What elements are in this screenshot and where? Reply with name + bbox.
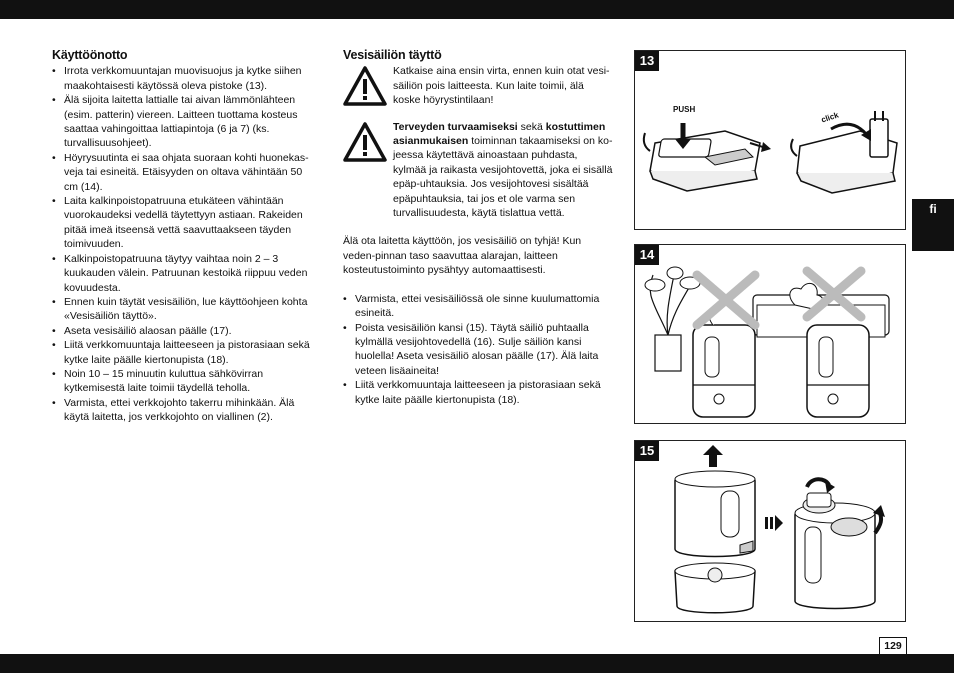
empty-tank-paragraph: Älä ota laitetta käyttöön, jos vesisäiliö on tyhjä! Kun veden-pinnan taso saavuttaa alarajan, laitteen kosteutustoiminto pysähtyy automaattisesti.	[343, 235, 582, 277]
warning-2-bold-1: Terveyden turvaamiseksi	[393, 120, 518, 133]
heading-kayttoonotto: Käyttöönotto	[52, 48, 128, 62]
warning-icon	[343, 122, 387, 162]
list-item: • Irrota verkkomuuntajan muovisuojus ja kytke siihen maakohtaisesti käytössä oleva pistoke (13).	[52, 64, 317, 93]
warning-1	[343, 64, 613, 107]
list-item: • Aseta vesisäiliö alaosan päälle (17).	[52, 324, 317, 338]
middle-column	[343, 48, 613, 407]
list-item: • Höyrysuutinta ei saa ohjata suoraan kohti huonekas-veja tai esineitä. Etäisyyden on oltava vähintään 50 cm (14).	[52, 151, 317, 194]
list-item: • Laita kalkinpoistopatruuna etukäteen vähintään vuorokaudeksi vedellä täytettyyn astiaan. Rakeiden pitää imeä itseensä vettä saavuttaakseen täyden toimivuuden.	[52, 194, 317, 252]
filling-list	[343, 292, 613, 407]
list-item: • Liitä verkkomuuntaja laitteeseen ja pistorasiaan sekä kytke laite päälle kiertonupista (18).	[52, 338, 317, 367]
list-item: • Kalkinpoistopatruuna täytyy vaihtaa noin 2 – 3 kuukauden välein. Patruunan kestoikä riippuu veden kovuudesta.	[52, 252, 317, 295]
warning-2-rest: toiminnan takaamiseksi on ko-jeessa käytettävä ainoastaan puhdasta, kylmää ja raikasta vesijohtovettä, joka ei sisällä epäp-uhtauksia. Jos vesijohtovesi sisältää epäpuhtauksia, tai jos et ole varma sen turvallisuudesta, käytä tislattua vettä.	[393, 135, 613, 220]
list-item: • Noin 10 – 15 minuutin kuluttua sähkövirran kytkemisestä laite toimii täydellä teholla.	[52, 367, 317, 396]
heading-vesisailion-tayttо: Vesisäiliön täyttö	[343, 48, 442, 62]
list-item: • Varmista, ettei verkkojohto takerru mihinkään. Älä käytä laitetta, jos verkkojohto on viallinen (2).	[52, 396, 317, 425]
push-label: PUSH	[673, 105, 696, 114]
list-item: • Varmista, ettei vesisäiliössä ole sinne kuulumattomia esineitä.	[343, 292, 613, 321]
warning-2-bold-2: kostuttimen asianmukaisen	[393, 120, 606, 148]
warning-1-text: Katkaise aina ensin virta, ennen kuin otat vesi-säiliön pois laitteesta. Kun laite toimii, älä koske höyrystintilaan!	[393, 65, 610, 107]
left-column	[52, 48, 317, 425]
list-item: • Ennen kuin täytät vesisäiliön, lue käyttöohjeen kohta «Vesisäiliön täyttö».	[52, 295, 317, 324]
placement-illustration	[635, 245, 905, 423]
adapter-illustration	[635, 51, 905, 229]
setup-list	[52, 64, 317, 424]
warning-2-mid: sekä	[517, 120, 546, 133]
bottom-bar	[0, 654, 954, 673]
figure-number: 15	[635, 441, 659, 461]
warning-2	[343, 120, 613, 221]
list-item: • Älä sijoita laitetta lattialle tai aivan lämmönlähteen (esim. patterin) viereen. Laitteen tuottama kosteus saattaa vahingoittaa lattiapintoja (6 ja 7) (ks. turvallisuusohjeet).	[52, 93, 317, 151]
list-item: • Liitä verkkomuuntajа laitteeseen ja pistorasiaan sekä kytke laite päälle kiertonupista (18).	[343, 378, 613, 407]
language-tab: fi	[912, 199, 954, 251]
figure-15	[634, 440, 906, 622]
figure-14	[634, 244, 906, 424]
top-bar	[0, 0, 954, 19]
list-item: • Poista vesisäiliön kansi (15). Täytä säiliö puhtaalla kylmällä vesijohtovedellä (16). Sulje säiliön kansi huolella! Aseta vesisäiliö alosan päälle (17). Älä laita veteen lisäaineita!	[343, 321, 613, 379]
lid-removal-illustration	[635, 441, 905, 621]
figure-number: 14	[635, 245, 659, 265]
figure-number: 13	[635, 51, 659, 71]
page-number: 129	[879, 637, 907, 655]
warning-icon	[343, 66, 387, 106]
figure-13	[634, 50, 906, 230]
click-label: click	[820, 110, 840, 125]
